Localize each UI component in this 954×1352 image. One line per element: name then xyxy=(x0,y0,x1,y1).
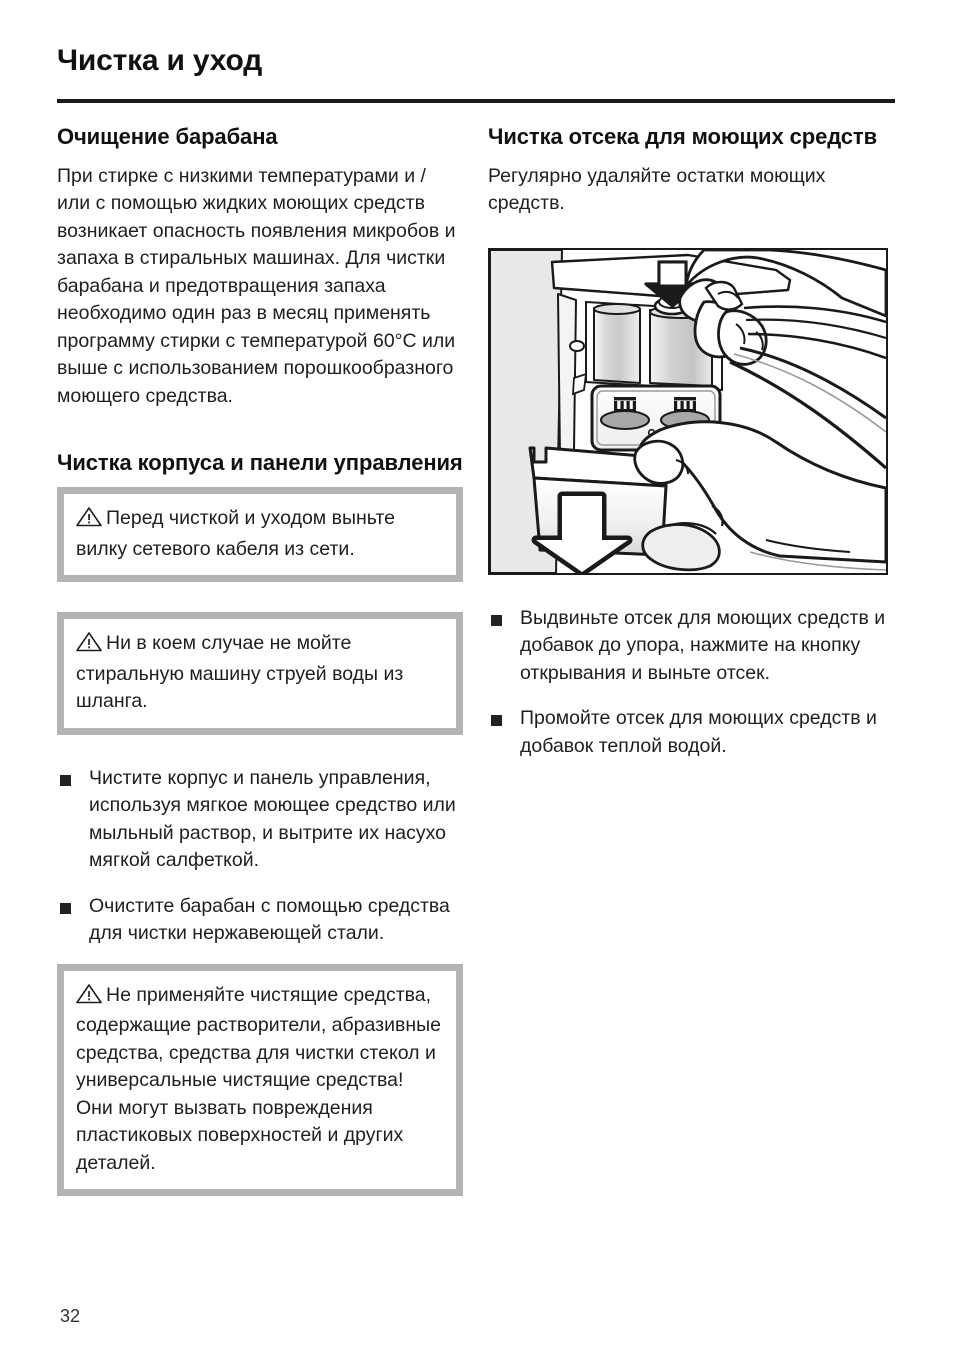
warning-triangle-icon xyxy=(76,983,102,1013)
square-bullet-icon xyxy=(60,775,71,786)
housing-cleaning-bullet-list xyxy=(57,765,463,948)
square-bullet-icon xyxy=(60,903,71,914)
warning-text-no-hose-wrapper xyxy=(76,630,444,716)
spacer xyxy=(488,218,895,248)
warning-box-no-hose xyxy=(57,612,463,735)
section-heading-detergent-drawer: Чистка отсека для моющих средств xyxy=(488,124,878,149)
square-bullet-icon xyxy=(491,715,502,726)
list-item-text: Выдвиньте отсек для моющих средств и добавок до упора, нажмите на кнопку открывания и выньте отсек. xyxy=(520,606,886,684)
warning-text-no-solvents-wrapper xyxy=(76,982,444,1178)
list-item-text: Чистите корпус и панель управления, используя мягкое моющее средство или мыльный раствор, и вытрите их насухо мягкой салфеткой. xyxy=(89,766,456,872)
section-heading-housing-cleaning: Чистка корпуса и панели управления xyxy=(57,450,463,476)
warning-text-no-hose: Ни в коем случае не мойте стиральную машину струей воды из шланга. xyxy=(76,632,404,713)
warning-triangle-icon xyxy=(76,506,102,536)
right-column xyxy=(488,124,895,760)
detergent-drawer-illustration xyxy=(488,248,888,575)
warning-triangle-icon xyxy=(76,631,102,661)
warning-text-no-solvents: Не применяйте чистящие средства, содержащие растворители, абразивные средства, средства для чистки стекол и универсальные чистящие средства! Они могут вызвать повреждения пластиковых поверхностей и других деталей. xyxy=(76,983,441,1174)
warning-text-unplug: Перед чисткой и уходом выньте вилку сетевого кабеля из сети. xyxy=(76,507,395,560)
spacer xyxy=(488,575,895,605)
list-item xyxy=(488,605,895,688)
list-item xyxy=(57,893,463,948)
drum-cleaning-paragraph: При стирке с низкими температурами и / или с помощью жидких моющих средств возникает опасность появления микробов и запаха в стиральных машинах. Для чистки барабана и предотвращения запаха необходимо один раз в месяц применять программу стирки с температурой 60°C или выше с использованием порошкообразного моющего средства. xyxy=(57,164,456,407)
spacer xyxy=(57,410,463,450)
page-title: Чистка и уход xyxy=(57,44,263,77)
title-rule xyxy=(57,99,895,103)
page-number: 32 xyxy=(60,1306,81,1326)
list-item-text: Очистите барабан с помощью средства для чистки нержавеющей стали. xyxy=(89,894,450,945)
list-item xyxy=(488,705,895,760)
square-bullet-icon xyxy=(491,615,502,626)
list-item-text: Промойте отсек для моющих средств и добавок теплой водой. xyxy=(520,707,877,757)
left-column xyxy=(57,124,463,1196)
spacer xyxy=(57,948,463,964)
detergent-drawer-paragraph: Регулярно удаляйте остатки моющих средств. xyxy=(488,164,826,215)
spacer xyxy=(57,582,463,612)
detergent-drawer-bullet-list xyxy=(488,605,895,761)
section-heading-drum-cleaning: Очищение барабана xyxy=(57,124,278,149)
warning-text-unplug-wrapper xyxy=(76,505,444,563)
spacer xyxy=(57,735,463,765)
illustration-svg xyxy=(490,250,886,573)
warning-box-no-solvents xyxy=(57,964,463,1197)
warning-box-unplug xyxy=(57,487,463,582)
list-item xyxy=(57,765,463,875)
